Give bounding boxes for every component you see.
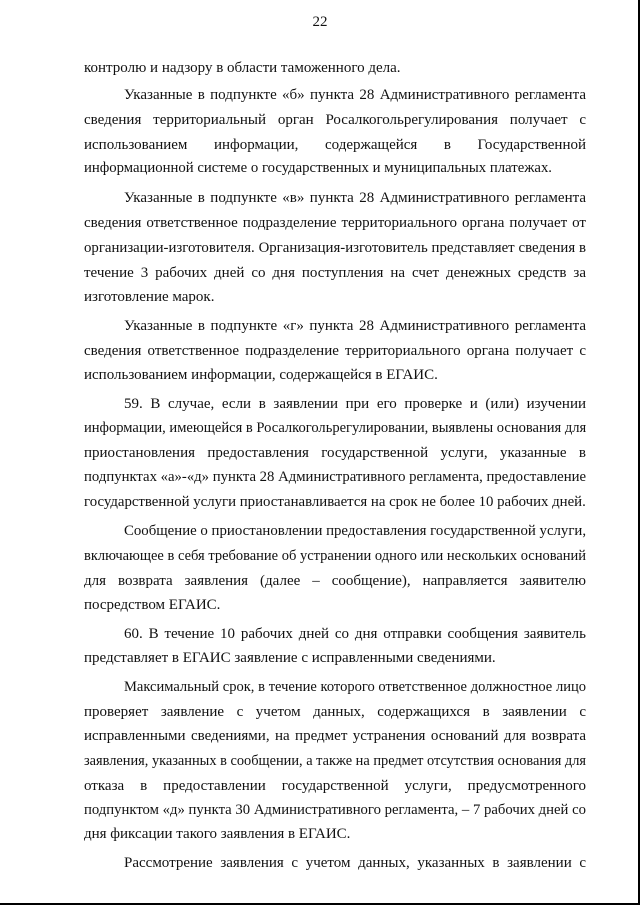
text-line: для возврата заявления (далее – сообщение), направляется заявителю <box>84 573 586 589</box>
text-line: государственной услуги приостанавливается на срок не более 10 рабочих дней. <box>84 494 586 510</box>
text-line: информационной системе о государственных и муниципальных платежах. <box>84 160 552 176</box>
text-line: сведения территориальный орган Росалкогольрегулирования получает с <box>84 112 586 128</box>
text-line: 59. В случае, если в заявлении при его проверке и (или) изучении <box>124 396 586 412</box>
text-line: подпунктом «д» пункта 30 Административного регламента, – 7 рабочих дней со <box>84 802 586 818</box>
text-line: изготовление марок. <box>84 289 215 305</box>
text-line: организации-изготовителя. Организация-изготовитель представляет сведения в <box>84 240 586 256</box>
page-number: 22 <box>312 14 328 30</box>
text-line: сведения ответственное подразделение территориального органа получает от <box>84 215 586 231</box>
text-line: заявления, указанных в сообщении, а также на предмет отсутствия основания для <box>84 753 586 769</box>
text-line: Указанные в подпункте «б» пункта 28 Административного регламента <box>124 87 586 103</box>
text-line: течение 3 рабочих дней со дня поступления на счет денежных средств за <box>84 265 586 281</box>
text-line: исправленными сведениями, на предмет устранения оснований для возврата <box>84 728 586 744</box>
text-line: Указанные в подпункте «в» пункта 28 Административного регламента <box>124 190 586 206</box>
text-line: использованием информации, содержащейся в Государственной <box>84 137 586 153</box>
text-line: Максимальный срок, в течение которого ответственное должностное лицо <box>124 679 586 695</box>
text-line: представляет в ЕГАИС заявление с исправленными сведениями. <box>84 650 496 666</box>
text-line: Указанные в подпункте «г» пункта 28 Административного регламента <box>124 318 586 334</box>
text-line: отказа в предоставлении государственной услуги, предусмотренного <box>84 778 586 794</box>
text-line: дня фиксации такого заявления в ЕГАИС. <box>84 826 351 842</box>
text-line: включающее в себя требование об устранении одного или нескольких оснований <box>84 548 586 564</box>
text-line: проверяет заявление с учетом данных, содержащихся в заявлении с <box>84 704 586 720</box>
text-line: использованием информации, содержащейся в ЕГАИС. <box>84 367 438 383</box>
text-line: подпунктах «а»-«д» пункта 28 Административного регламента, предоставление <box>84 469 587 485</box>
text-line: Сообщение о приостановлении предоставления государственной услуги, <box>124 523 587 539</box>
text-line: посредством ЕГАИС. <box>84 597 221 613</box>
text-line: контролю и надзору в области таможенного дела. <box>84 60 401 76</box>
text-line: 60. В течение 10 рабочих дней со дня отправки сообщения заявитель <box>124 626 586 642</box>
text-line: сведения ответственное подразделение территориального органа получает с <box>84 343 586 359</box>
text-line: Рассмотрение заявления с учетом данных, указанных в заявлении с <box>124 855 586 871</box>
text-line: информации, имеющейся в Росалкогольрегулировании, выявлены основания для <box>84 420 587 436</box>
text-line: приостановления предоставления государственной услуги, указанные в <box>84 445 586 461</box>
